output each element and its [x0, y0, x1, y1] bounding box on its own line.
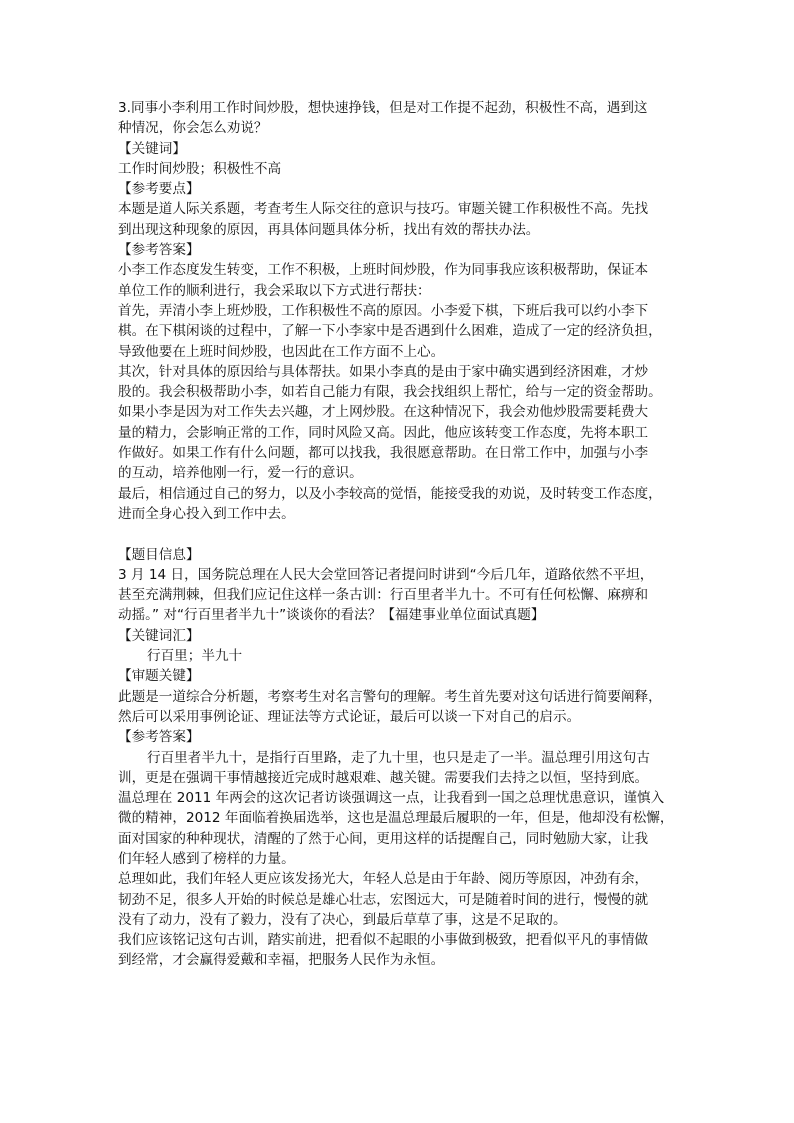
q1-answer-line-11: 的互动，培养他刚一行，爱一行的意识。: [118, 465, 363, 482]
q1-answer-line-10: 作做好。如果工作有什么问题，都可以找我，我很愿意帮助。在日常工作中，加强与小李: [118, 445, 649, 462]
q2-answer-line-3: 温总理在 2011 年两会的这次记者访谈强调这一点，让我看到一国之总理忧患意识，谨慎入: [118, 790, 665, 807]
q2-info-line-2: 甚至充满荆棘，但我们应记住这样一条古训：行百里者半九十。不可有任何松懈、麻痹和: [118, 587, 649, 604]
q2-answer-line-9: 没有了动力，没有了毅力，没有了决心，到最后草草了事，这是不足取的。: [118, 911, 567, 928]
q2-key-line-2: 然后可以采用事例论证、理证法等方式论证，最后可以谈一下对自己的启示。: [118, 708, 581, 725]
q1-answer-line-5: 导致他要在上班时间炒股，也因此在工作方面不上心。: [118, 343, 445, 360]
q1-answer-line-7: 股的。我会积极帮助小李，如若自己能力有限，我会找组织上帮忙，给与一定的资金帮助。: [118, 384, 662, 401]
q1-answer-line-1: 小李工作态度发生转变，工作不积极，上班时间炒股，作为同事我应该积极帮助，保证本: [118, 262, 649, 279]
q1-keywords-heading: 【关键词】: [118, 140, 186, 157]
q1-answer-line-8: 如果小李是因为对工作失去兴趣，才上网炒股。在这种情况下，我会劝他炒股需要耗费大: [118, 404, 649, 421]
q1-line-2: 种情况，你会怎么劝说？: [118, 120, 268, 137]
q1-line-1: 3.同事小李利用工作时间炒股，想快速挣钱，但是对工作提不起劲，积极性不高，遇到这: [118, 100, 648, 116]
q1-answer-line-2: 单位工作的顺利进行，我会采取以下方式进行帮扶：: [118, 282, 431, 299]
q2-answer-line-10: 我们应该铭记这句古训，踏实前进，把看似不起眼的小事做到极致，把看似平凡的事情做: [118, 932, 649, 949]
q2-answer-line-1: 行百里者半九十，是指行百里路，走了九十里，也只是走了一半。温总理引用这句古: [147, 749, 650, 766]
q2-answer-line-2: 训，更是在强调干事情越接近完成时越艰难、越关键。需要我们去持之以恒，坚持到底。: [118, 769, 649, 786]
q1-keywords: 工作时间炒股；积极性不高: [118, 160, 282, 177]
q1-answer-line-3: 首先，弄清小李上班炒股，工作积极性不高的原因。小李爱下棋，下班后我可以约小李下: [118, 302, 649, 319]
q1-points-line-2: 到出现这种现象的原因，再具体问题具体分析，找出有效的帮扶办法。: [118, 221, 540, 238]
q1-answer-line-12: 最后，相信通过自己的努力，以及小李较高的觉悟，能接受我的劝说，及时转变工作态度，: [118, 485, 662, 502]
q2-info-line-1: 3 月 14 日，国务院总理在人民大会堂回答记者提问时讲到“今后几年，道路依然不平坦，: [118, 566, 654, 583]
q2-keywords-heading: 【关键词汇】: [118, 627, 200, 644]
section-spacer: [118, 524, 678, 544]
q2-info-line-3: 动摇。” 对“行百里者半九十”谈谈你的看法？【福建事业单位面试真题】: [118, 607, 545, 624]
q2-answer-line-8: 韧劲不足，很多人开始的时候总是雄心壮志，宏图远大，可是随着时间的进行，慢慢的就: [118, 891, 649, 908]
q1-points-heading: 【参考要点】: [118, 181, 200, 198]
q1-answer-line-9: 量的精力，会影响正常的工作，同时风险又高。因此，他应该转变工作态度，先将本职工: [118, 424, 649, 441]
q1-answer-line-4: 棋。在下棋闲谈的过程中，了解一下小李家中是否遇到什么困难，造成了一定的经济负担，: [118, 323, 662, 340]
q1-answer-line-13: 进而全身心投入到工作中去。: [118, 505, 295, 522]
q2-key-line-1: 此题是一道综合分析题，考察考生对名言警句的理解。考生首先要对这句话进行简要阐释，: [118, 688, 662, 705]
q2-keywords: 行百里；半九十: [147, 648, 243, 665]
q2-answer-line-11: 到经常，才会赢得爱戴和幸福，把服务人民作为永恒。: [118, 952, 445, 969]
q1-points-line-1: 本题是道人际关系题，考查考生人际交往的意识与技巧。审题关键工作积极性不高。先找: [118, 201, 649, 218]
q2-key-heading: 【审题关键】: [118, 668, 200, 685]
q1-answer-heading: 【参考答案】: [118, 242, 200, 259]
q2-answer-line-7: 总理如此，我们年轻人更应该发扬光大，年轻人总是由于年龄、阅历等原因，冲劲有余，: [118, 871, 649, 888]
q1-answer-line-6: 其次，针对具体的原因给与具体帮扶。如果小李真的是由于家中确实遇到经济困难，才炒: [118, 363, 649, 380]
q2-answer-line-4: 微的精神，2012 年面临着换届选举，这也是温总理最后履职的一年，但是，他却没有松懈，: [118, 810, 674, 827]
q2-info-heading: 【题目信息】: [118, 546, 200, 563]
q2-answer-heading: 【参考答案】: [118, 729, 200, 746]
q2-answer-line-6: 们年轻人感到了榜样的力量。: [118, 850, 295, 867]
q2-answer-line-5: 面对国家的种种现状，清醒的了然于心间，更用这样的话提醒自己，同时勉励大家，让我: [118, 830, 649, 847]
document-page: [118, 98, 678, 971]
